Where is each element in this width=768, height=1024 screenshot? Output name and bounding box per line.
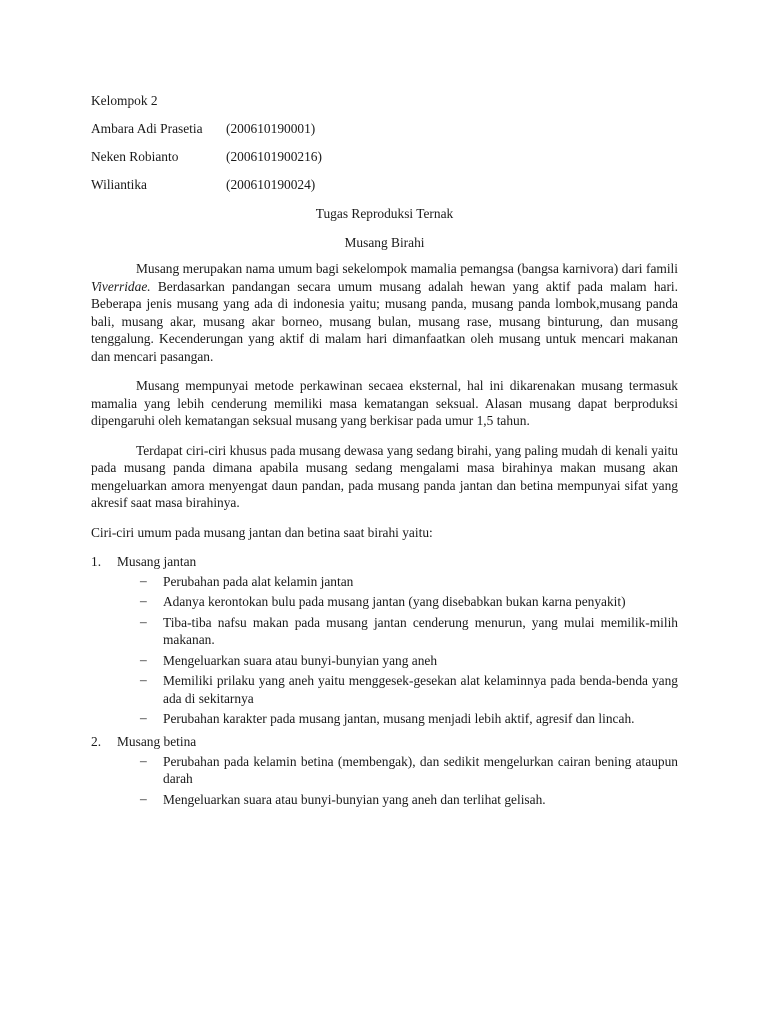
list-number: 1. bbox=[91, 553, 102, 569]
topic-title: Musang Birahi bbox=[344, 235, 425, 250]
list-item bbox=[140, 652, 678, 673]
list-group-label: Musang betina bbox=[117, 733, 197, 749]
dash-bullet: – bbox=[140, 672, 147, 687]
member-name: Ambara Adi Prasetia bbox=[91, 121, 203, 136]
member-row bbox=[91, 177, 678, 193]
list-item-text: Memiliki prilaku yang aneh yaitu menggesek-gesekan alat kelaminnya pada benda-benda yang ada di sekitarnya bbox=[163, 673, 678, 706]
list-group-heading bbox=[91, 733, 678, 751]
dash-bullet: – bbox=[140, 651, 147, 667]
list-item bbox=[140, 593, 678, 614]
bullet-list bbox=[91, 573, 678, 731]
list-number: 2. bbox=[91, 733, 102, 749]
list-item bbox=[140, 710, 678, 731]
paragraph-signs: Terdapat ciri-ciri khusus pada musang dewasa yang sedang birahi, yang paling mudah di kenali yaitu pada musang panda dimana apabila musang sedang mengalami masa birahinya makan musang akan mengeluarkan amora menyengat daun pandan, pada musang panda jantan dan betina mempunyai sifat yang akresif saat masa birahinya. bbox=[91, 442, 678, 510]
member-row bbox=[91, 149, 678, 165]
dash-bullet: – bbox=[140, 593, 147, 608]
paragraph-text: Berdasarkan pandangan secara umum musang adalah hewan yang aktif pada malam hari. Beberapa jenis musang yang ada di indonesia yaitu; musang panda, musang panda lombok,musang panda bali, musang akar, musang akar borneo, musang bulan, musang rase, musang binturung, dan musang tenggalung. Kecenderungan yang aktif di malam hari dimanfaatkan oleh musang untuk mencari makanan dan mencari pasangan. bbox=[91, 278, 678, 364]
paragraph-text: Musang merupakan nama umum bagi sekelompok mamalia pemangsa (bangsa karnivora) dari famili bbox=[136, 261, 678, 276]
list-item bbox=[140, 791, 678, 812]
dash-bullet: – bbox=[140, 710, 147, 725]
member-id: (2006101900216) bbox=[226, 149, 322, 164]
list-item-text: Mengeluarkan suara atau bunyi-bunyian yang aneh bbox=[163, 652, 438, 668]
member-name: Neken Robianto bbox=[91, 149, 179, 164]
list-item-text: Perubahan pada alat kelamin jantan bbox=[163, 573, 354, 589]
paragraph-intro bbox=[91, 260, 678, 365]
dash-bullet: – bbox=[140, 752, 147, 768]
member-id: (200610190024) bbox=[226, 177, 316, 192]
list-group-label: Musang jantan bbox=[117, 553, 197, 569]
group-label: Kelompok 2 bbox=[91, 93, 158, 108]
list-item bbox=[140, 672, 678, 710]
member-name: Wiliantika bbox=[91, 177, 147, 192]
paragraph-mating: Musang mempunyai metode perkawinan secaea eksternal, hal ini dikarenakan musang termasuk mamalia yang lebih cenderung memiliki masa kematangan seksual. Alasan musang dapat berproduksi dipengaruhi oleh kematangan seksual musang yang berkisar pada umur 1,5 tahun. bbox=[91, 378, 678, 428]
member-id: (200610190001) bbox=[226, 121, 316, 136]
list-item-text: Adanya kerontokan bulu pada musang jantan (yang disebabkan bukan karna penyakit) bbox=[163, 594, 626, 609]
list-item bbox=[140, 573, 678, 594]
bullet-list bbox=[91, 753, 678, 812]
dash-bullet: – bbox=[140, 572, 147, 588]
list-item-text: Mengeluarkan suara atau bunyi-bunyian yang aneh dan terlihat gelisah. bbox=[163, 791, 546, 807]
list-item bbox=[140, 753, 678, 791]
dash-bullet: – bbox=[140, 790, 147, 806]
dash-bullet: – bbox=[140, 613, 147, 629]
course-title: Tugas Reproduksi Ternak bbox=[315, 206, 454, 221]
traits-list bbox=[91, 553, 678, 812]
member-row bbox=[91, 121, 678, 137]
list-item bbox=[140, 614, 678, 652]
list-item-text: Tiba-tiba nafsu makan pada musang jantan cenderung menurun, yang mulai memilik-milih makanan. bbox=[163, 614, 678, 647]
list-group-heading bbox=[91, 553, 678, 571]
document-body bbox=[91, 92, 678, 813]
family-name: Viverridae. bbox=[91, 278, 151, 294]
list-intro: Ciri-ciri umum pada musang jantan dan betina saat birahi yaitu: bbox=[91, 524, 433, 540]
list-item-text: Perubahan pada kelamin betina (membengak), dan sedikit mengelurkan cairan bening ataupun darah bbox=[163, 753, 678, 786]
list-item-text: Perubahan karakter pada musang jantan, musang menjadi lebih aktif, agresif dan lincah. bbox=[163, 711, 635, 726]
